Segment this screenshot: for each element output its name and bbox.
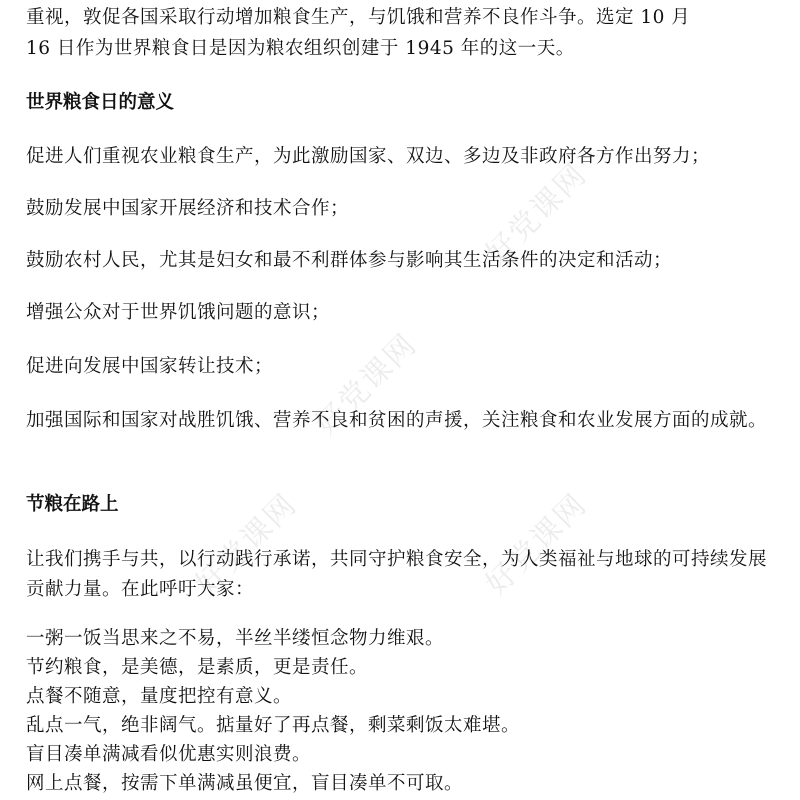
list-item: 增强公众对于世界饥饿问题的意识； (26, 302, 331, 323)
intro-line: 重视，敦促各国采取行动增加粮食生产，与饥饿和营养不良作斗争。选定 10 月 (26, 7, 691, 28)
poem-line: 一粥一饭当思来之不易，半丝半缕恒念物力维艰。 (26, 628, 445, 649)
poem-line: 点餐不随意，量度把控有意义。 (26, 686, 293, 707)
intro-line: 16 日作为世界粮食日是因为粮农组织创建于 1945 年的这一天。 (26, 38, 575, 59)
list-item: 鼓励发展中国家开展经济和技术合作； (26, 198, 350, 219)
poem-line: 节约粮食，是美德，是素质，更是责任。 (26, 657, 369, 678)
section-heading: 节粮在路上 (26, 494, 119, 515)
poem-line: 盲目凑单满减看似优惠实则浪费。 (26, 744, 312, 765)
list-item: 促进向发展中国家转让技术； (26, 356, 274, 377)
list-item: 促进人们重视农业粮食生产，为此激励国家、双边、多边及非政府各方作出努力； (26, 146, 711, 167)
watermark: 好党课网 (478, 486, 595, 603)
section-heading: 世界粮食日的意义 (26, 92, 175, 113)
watermark: 好党课网 (478, 156, 595, 273)
watermark: 好党课网 (308, 326, 425, 443)
body-paragraph: 让我们携手与共，以行动践行承诺，共同守护粮食安全，为人类福祉与地球的可持续发展贡献力量。在此呼吁大家： (26, 549, 768, 600)
list-item: 加强国际和国家对战胜饥饿、营养不良和贫困的声援，关注粮食和农业发展方面的成就。 (26, 410, 768, 431)
poem-line: 乱点一气，绝非阔气。掂量好了再点餐，剩菜剩饭太难堪。 (26, 715, 521, 736)
watermark: 好党课网 (188, 486, 305, 603)
list-item: 鼓励农村人民，尤其是妇女和最不利群体参与影响其生活条件的决定和活动； (26, 250, 673, 271)
poem-line: 网上点餐，按需下单满减虽便宜，盲目凑单不可取。 (26, 773, 464, 794)
